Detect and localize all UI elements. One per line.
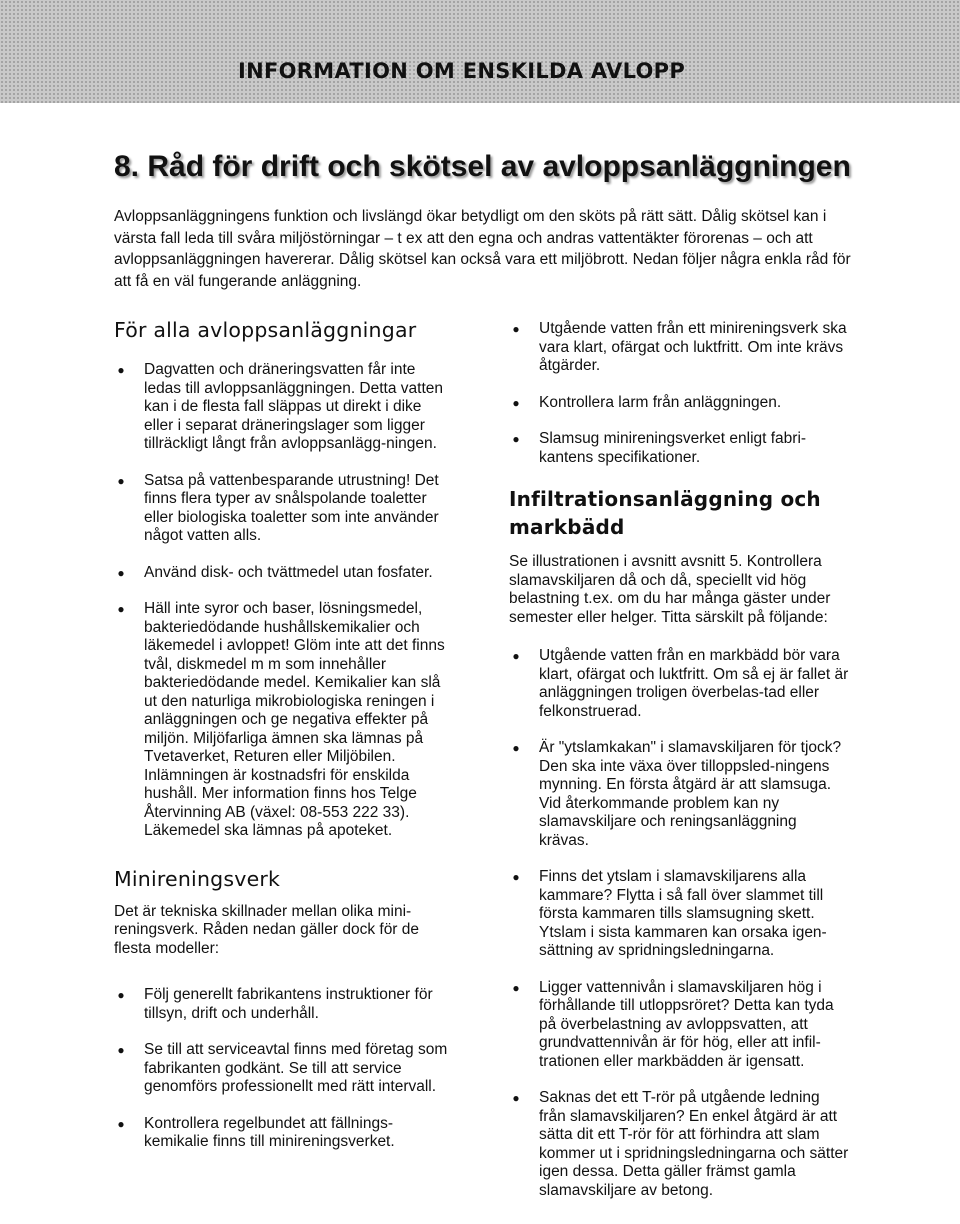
bullet-icon: ● — [117, 473, 125, 488]
bullet-icon: ● — [512, 980, 520, 995]
list-item — [114, 361, 454, 454]
bullet-icon: ● — [117, 565, 125, 580]
left-column — [114, 318, 454, 1170]
bullet-icon: ● — [512, 870, 520, 884]
list-item-text: Satsa på vattenbesparande utrustning! Det finns flera typer av snålspolande toaletter eller biologiska toaletter som inte använder något vatten alls. — [144, 471, 439, 544]
list-item — [509, 320, 849, 376]
section-heading-all-systems: För alla avloppsanläggningar — [114, 318, 417, 342]
all-systems-list — [114, 361, 454, 841]
list-item-text: Ligger vattennivån i slamavskiljaren hög i förhållande till utloppsröret? Detta kan tyda på överbelastning av avloppsvatten, att grundvattennivån är för hög, eller att infil-trationen eller markbädden är igensatt. — [539, 978, 834, 1070]
intro-paragraph: Avloppsanläggningens funktion och livslängd ökar betydligt om den sköts på rätt sätt. Dålig skötsel kan i värsta fall leda till svåra miljöstörningar – t ex att den egna och andras vattentäkter förorenas – och att avloppsanläggningen havererar. Dålig skötsel kan också vara ett miljöbrott. Nedan följer några enkla råd för att få en väl fungerande anläggning. — [114, 208, 851, 290]
list-item — [114, 986, 454, 1023]
bullet-icon: ● — [512, 395, 520, 410]
bullet-icon: ● — [512, 322, 520, 336]
list-item-text: Slamsug minireningsverket enligt fabri-kantens specifikationer. — [539, 430, 807, 466]
bullet-icon: ● — [512, 432, 520, 446]
bullet-icon: ● — [512, 1091, 520, 1105]
list-item-text: Kontrollera regelbundet att fällnings-kemikalie finns till minireningsverket. — [144, 1114, 395, 1150]
list-item — [114, 564, 454, 583]
bullet-icon: ● — [117, 1116, 125, 1131]
list-item — [509, 1089, 849, 1200]
mini-paragraph: Det är tekniska skillnader mellan olika mini-reningsverk. Råden nedan gäller dock för de flesta modeller: — [114, 902, 420, 957]
list-item-text: Följ generellt fabrikantens instruktioner för tillsyn, drift och underhåll. — [144, 986, 433, 1022]
list-item-text: Häll inte syror och baser, lösningsmedel, bakteriedödande hushållskemikalier och läkemedel i avloppet! Glöm inte att det finns tvål, diskmedel m m som innehåller bakteriedödande medel. Kemikalier kan slå ut den naturliga mikrobiologiska reningen i anläggningen och ge negativa effekter på miljön. Miljöfarliga ämnen ska lämnas på Tvetaverket, Returen eller Miljöbilen. Inlämningen är kostnadsfri för enskilda hushåll. Mer information finns hos Telge Återvinning AB (växel: 08-553 222 33). Läkemedel ska lämnas på apoteket. — [144, 600, 445, 839]
list-item — [509, 979, 849, 1072]
chapter-title: 8. Råd för drift och skötsel av avloppsanläggningen — [114, 150, 851, 183]
list-item — [114, 1115, 454, 1152]
bullet-icon: ● — [512, 741, 520, 755]
infiltration-paragraph: Se illustrationen i avsnitt avsnitt 5. Kontrollera slamavskiljaren då och då, speciellt vid hög belastning t.ex. om du har många gäster under semester eller helger. Titta särskilt på följande: — [509, 553, 831, 626]
infiltration-list — [509, 647, 849, 1200]
list-item — [114, 600, 454, 841]
list-item-text: Använd disk- och tvättmedel utan fosfater. — [144, 563, 433, 581]
bullet-icon: ● — [117, 1043, 125, 1057]
list-item-text: Dagvatten och dräneringsvatten får inte ledas till avloppsanläggningen. Detta vatten kan i de flesta fall släppas ut direkt i dike eller i separat dräneringslager som ligger tillräckligt långt från avloppsanlägg-ningen. — [144, 361, 444, 452]
mini-continued-list — [509, 320, 849, 467]
section-heading-mini: Minireningsverk — [114, 866, 281, 891]
right-column — [509, 320, 849, 1218]
list-item-text: Kontrollera larm från anläggningen. — [539, 393, 782, 411]
list-item-text: Utgående vatten från ett minireningsverk ska vara klart, ofärgat och luktfritt. Om inte krävs åtgärder. — [539, 320, 847, 374]
bullet-icon: ● — [117, 988, 125, 1002]
bullet-icon: ● — [117, 602, 125, 616]
section-heading-infiltration: Infiltrationsanläggning och markbädd — [509, 487, 821, 539]
list-item — [509, 739, 849, 850]
header-banner — [0, 0, 960, 103]
banner-title: INFORMATION OM ENSKILDA AVLOPP — [238, 59, 686, 83]
bullet-icon: ● — [117, 363, 125, 377]
list-item — [509, 430, 849, 467]
list-item — [114, 1041, 454, 1097]
list-item-text: Utgående vatten från en markbädd bör vara klart, ofärgat och luktfritt. Om så ej är fallet är anläggningen troligen överbelas-tad eller felkonstruerad. — [539, 647, 849, 720]
list-item — [509, 868, 849, 961]
mini-list — [114, 986, 454, 1152]
list-item — [114, 472, 454, 546]
list-item-text: Saknas det ett T-rör på utgående ledning från slamavskiljaren? En enkel åtgärd är att sätta dit ett T-rör för att förhindra att slam kommer ut i spridningsledningarna och sätter igen dessa. Detta gäller främst gamla slamavskiljare av betong. — [539, 1089, 849, 1199]
list-item-text: Se till att serviceavtal finns med företag som fabrikanten godkänt. Se till att service genomförs professionellt med rätt intervall. — [144, 1041, 448, 1095]
bullet-icon: ● — [512, 649, 520, 663]
list-item — [509, 647, 849, 721]
list-item — [509, 394, 849, 413]
list-item-text: Finns det ytslam i slamavskiljarens alla kammare? Flytta i så fall över slammet till första kammaren tills slamsugning skett. Ytslam i sista kammaren kan orsaka igen-sättning av spridningsledningarna. — [539, 868, 827, 959]
list-item-text: Är "ytslamkakan" i slamavskiljaren för tjock? Den ska inte växa över tilloppsled-ningens mynning. En första åtgärd är att slamsuga. Vid återkommande problem kan ny slamavskiljare och reningsanläggning krävas. — [539, 739, 842, 849]
